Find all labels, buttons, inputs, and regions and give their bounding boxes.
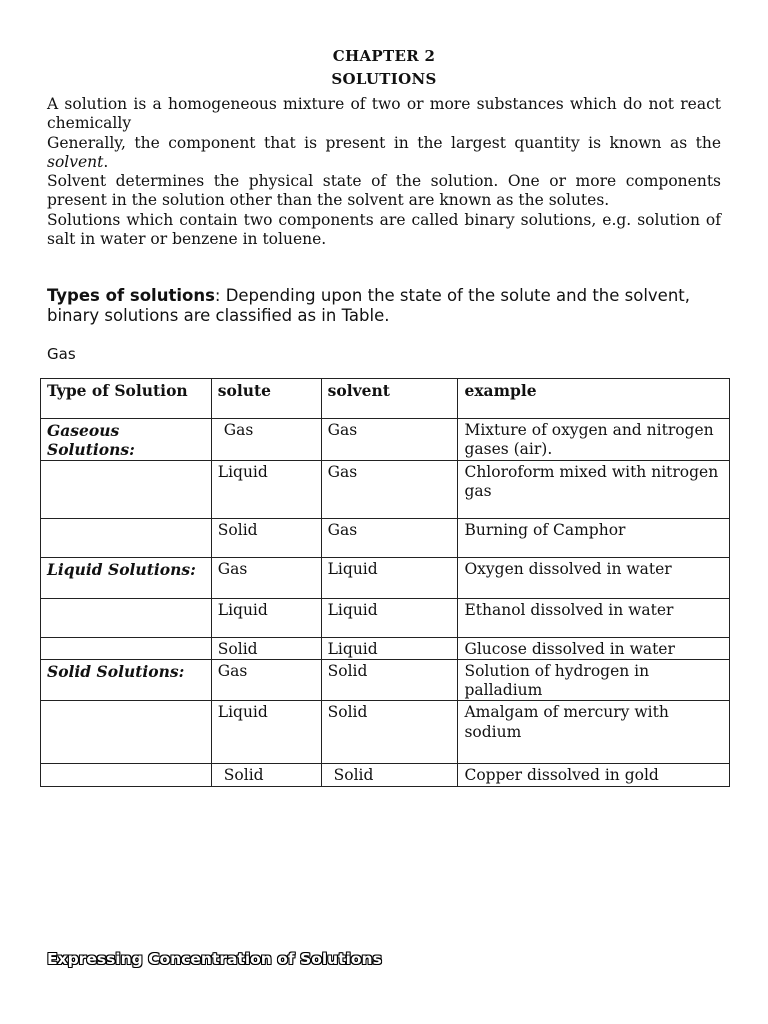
cell-solvent: Gas (321, 460, 458, 518)
cell-solvent: Liquid (321, 557, 458, 598)
category-empty (41, 637, 212, 659)
cell-solvent: Solid (321, 701, 458, 764)
cell-solute: Gas (211, 557, 321, 598)
header-type: Type of Solution (41, 379, 212, 419)
cell-solute: Gas (211, 659, 321, 701)
category-empty (41, 701, 212, 764)
table-row (41, 659, 730, 701)
cell-example: Amalgam of mercury with sodium (458, 701, 730, 764)
intro-paragraph-2-text: Generally, the component that is present in the largest quantity is known as the (47, 133, 721, 152)
header-example: example (458, 379, 730, 419)
cell-solvent: Solid (321, 659, 458, 701)
stray-gas-label: Gas (47, 345, 76, 363)
table-row (41, 701, 730, 764)
types-of-solutions-paragraph (47, 286, 721, 326)
table-row (41, 419, 730, 461)
chapter-title: CHAPTER 2 (332, 47, 436, 65)
cell-example: Glucose dissolved in water (458, 637, 730, 659)
chapter-subtitle: SOLUTIONS (331, 70, 437, 88)
cell-solvent: Gas (321, 518, 458, 557)
section-heading-concentration: Expressing Concentration of Solutions (47, 950, 382, 968)
intro-paragraph-4: Solutions which contain two components are called binary solutions, e.g. solution of salt in water or benzene in toluene. (47, 210, 721, 249)
category-gaseous: Gaseous Solutions: (41, 419, 212, 461)
category-empty (41, 598, 212, 637)
types-text: : Depending upon the state of the solute and the solvent, binary solutions are classified as in Table. (47, 286, 691, 325)
category-liquid: Liquid Solutions: (41, 557, 212, 598)
header-solute: solute (211, 379, 321, 419)
solvent-term: solvent (47, 152, 104, 171)
table-header-row (41, 379, 730, 419)
table-row (41, 518, 730, 557)
cell-example: Chloroform mixed with nitrogen gas (458, 460, 730, 518)
cell-solvent: Liquid (321, 637, 458, 659)
cell-solvent: Solid (321, 764, 458, 786)
cell-example: Mixture of oxygen and nitrogen gases (air). (458, 419, 730, 461)
cell-solute: Liquid (211, 460, 321, 518)
cell-solute: Liquid (211, 701, 321, 764)
cell-solute: Solid (211, 764, 321, 786)
table-row (41, 637, 730, 659)
intro-paragraph-2 (47, 134, 721, 173)
intro-paragraph-3: Solvent determines the physical state of the solution. One or more components present in the solution other than the solvent are known as the solutes. (47, 172, 721, 210)
cell-example: Oxygen dissolved in water (458, 557, 730, 598)
category-empty (41, 764, 212, 786)
intro-paragraph-2-end: . (103, 152, 109, 171)
cell-example: Solution of hydrogen in palladium (458, 659, 730, 701)
cell-solute: Solid (211, 518, 321, 557)
cell-solute: Solid (211, 637, 321, 659)
cell-solvent: Gas (321, 419, 458, 461)
category-empty (41, 460, 212, 518)
cell-solute: Liquid (211, 598, 321, 637)
cell-example: Ethanol dissolved in water (458, 598, 730, 637)
category-empty (41, 518, 212, 557)
cell-solute: Gas (211, 419, 321, 461)
table-row (41, 557, 730, 598)
table-row (41, 460, 730, 518)
table-row (41, 598, 730, 637)
types-label: Types of solutions (47, 286, 215, 305)
header-solvent: solvent (321, 379, 458, 419)
solutions-table (40, 378, 730, 787)
category-solid: Solid Solutions: (41, 659, 212, 701)
cell-example: Burning of Camphor (458, 518, 730, 557)
cell-solvent: Liquid (321, 598, 458, 637)
cell-example: Copper dissolved in gold (458, 764, 730, 786)
intro-section (47, 95, 721, 249)
table-row (41, 764, 730, 786)
intro-paragraph-1: A solution is a homogeneous mixture of two or more substances which do not react chemically (47, 95, 721, 133)
